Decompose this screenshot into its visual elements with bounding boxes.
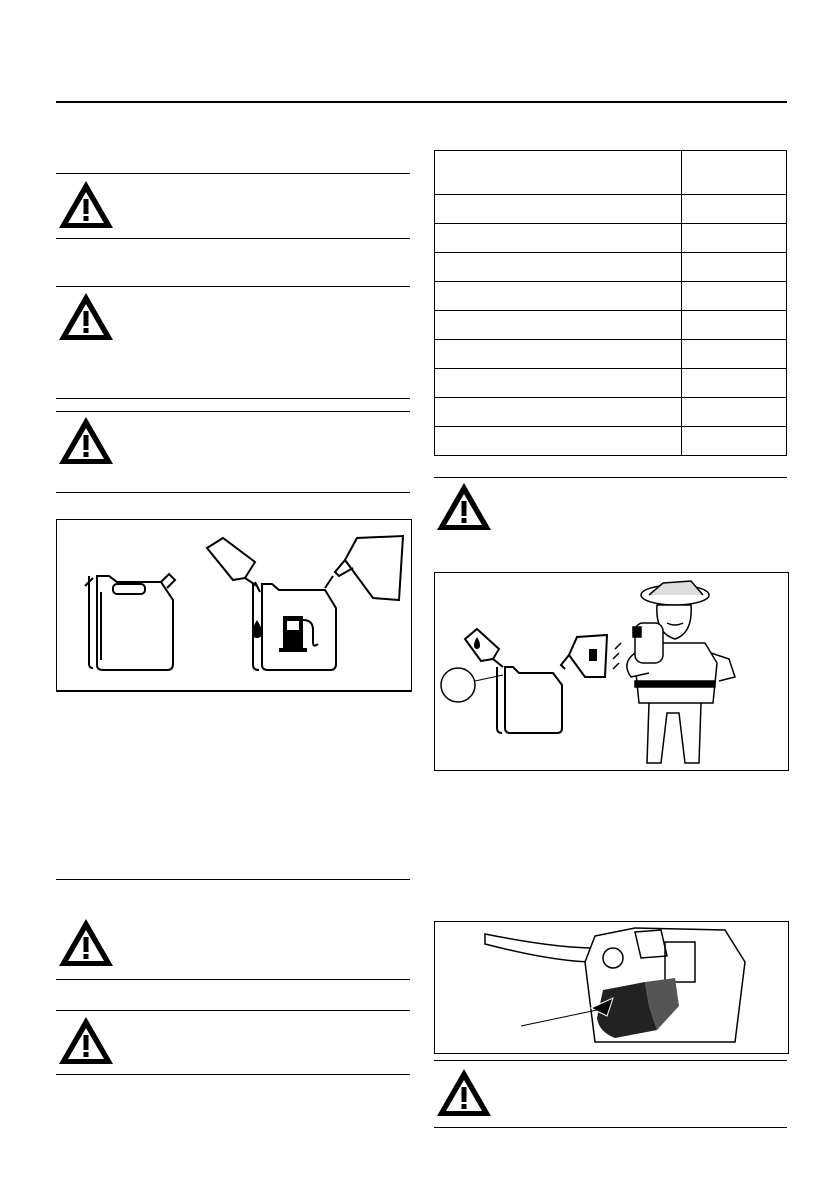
table-cell — [435, 398, 682, 427]
fuel-can-icon — [57, 520, 411, 690]
fuel-mix-table — [434, 150, 787, 456]
warning-1-top-rule — [56, 173, 410, 174]
warning-4-bottom-rule — [56, 979, 410, 980]
table-header-cell — [682, 151, 787, 195]
warning-triangle-icon — [434, 480, 494, 533]
warning-2-top-rule — [56, 286, 410, 287]
table-cell — [435, 311, 682, 340]
operator-shaking-can-icon — [613, 581, 735, 763]
table-cell — [682, 224, 787, 253]
table-cell — [682, 398, 787, 427]
table-cell — [682, 340, 787, 369]
warning-4-top-rule — [56, 879, 410, 880]
table-cell — [682, 369, 787, 398]
table-cell — [435, 282, 682, 311]
warning-1-bottom-rule — [56, 238, 410, 239]
header-rule — [56, 101, 787, 103]
warning-triangle-icon — [434, 1066, 494, 1119]
fuel-cans-figure — [56, 519, 412, 692]
fuel-cap-figure — [434, 921, 789, 1054]
warning-triangle-icon — [56, 178, 116, 231]
warning-3-top-rule — [56, 411, 410, 412]
table-cell — [435, 369, 682, 398]
funnel-icon — [325, 536, 403, 600]
warning-triangle-icon — [56, 290, 116, 343]
oil-bottle-icon — [207, 538, 260, 592]
warning-7-bottom-rule — [434, 1127, 787, 1128]
warning-triangle-icon — [56, 1014, 116, 1067]
table-cell — [435, 195, 682, 224]
warning-5-top-rule — [56, 1010, 410, 1011]
table-cell — [435, 224, 682, 253]
warning-3-bottom-rule — [56, 492, 410, 493]
fuel-pump-icon — [279, 616, 318, 652]
callout-circle — [441, 668, 475, 702]
table-header-cell — [435, 151, 682, 195]
fuel-can-icon — [465, 629, 607, 733]
fuel-mixing-figure — [434, 572, 789, 771]
warning-2-bottom-rule — [56, 398, 410, 399]
table-cell — [682, 427, 787, 456]
fuel-tank-cap-icon — [435, 922, 788, 1053]
table-cell — [435, 340, 682, 369]
table-cell — [435, 253, 682, 282]
warning-triangle-icon — [56, 414, 116, 467]
table-cell — [435, 427, 682, 456]
warning-7-top-rule — [434, 1060, 787, 1061]
table-cell — [682, 311, 787, 340]
table-cell — [682, 282, 787, 311]
table-cell — [682, 195, 787, 224]
warning-triangle-icon — [56, 916, 116, 969]
warning-5-bottom-rule — [56, 1074, 410, 1075]
warning-6-top-rule — [434, 477, 787, 478]
table-cell — [682, 253, 787, 282]
